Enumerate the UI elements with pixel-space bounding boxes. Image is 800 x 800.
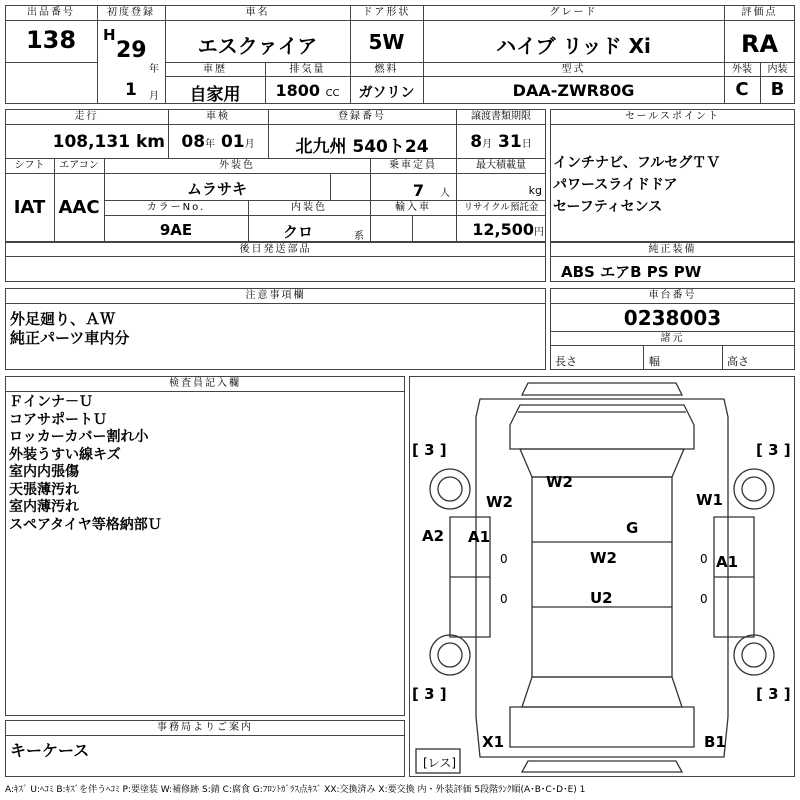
first-reg-year: 29 xyxy=(116,38,147,63)
rating: RA xyxy=(740,30,779,58)
recycle-unit: 円 xyxy=(534,227,544,238)
capacity-unit: 人 xyxy=(440,188,450,199)
tire-front-right-shape xyxy=(734,469,774,509)
tire-rl-label: [ 3 ] xyxy=(412,685,447,703)
recycle xyxy=(456,220,544,239)
spare-label: [レス] xyxy=(423,756,457,770)
office-label: 事務局よりご案内 xyxy=(157,722,253,733)
car-name: エスクァイア xyxy=(197,34,318,58)
transfer-deadline xyxy=(456,132,546,152)
plate: 北九州 540ト24 xyxy=(295,137,429,157)
insp-month-unit: 月 xyxy=(244,139,255,150)
right-front-damage: W1 xyxy=(696,491,723,509)
car-diagram-svg xyxy=(410,377,794,776)
history: 自家用 xyxy=(189,85,241,105)
mileage xyxy=(5,132,165,152)
length-label: 長さ xyxy=(555,355,577,368)
left-front-damage: W2 xyxy=(486,493,513,511)
model: DAA-ZWR80G xyxy=(512,81,635,100)
import-label: 輸入車 xyxy=(395,202,431,213)
insp-year-unit: 年 xyxy=(205,139,216,150)
body-outline xyxy=(476,399,728,757)
rear-bumper xyxy=(522,761,682,772)
rear-right-b1: B1 xyxy=(704,733,726,751)
history-label: 車歴 xyxy=(203,64,227,75)
specs-v-7 xyxy=(330,173,331,200)
sales-point-2: パワースライドドア xyxy=(553,177,678,193)
v-div-1 xyxy=(97,5,98,104)
right-door-a1: A1 xyxy=(716,553,739,571)
year-unit: 年 xyxy=(149,64,159,75)
recycle-label: リサイクル預託金 xyxy=(463,202,539,213)
inspector-line: 室内内張傷 xyxy=(9,464,79,480)
equipment-label: 純正装備 xyxy=(648,244,697,255)
floor-u2: U2 xyxy=(590,589,613,607)
transfer-day: 31 xyxy=(498,132,522,152)
displacement-unit: CC xyxy=(325,88,340,99)
office-value: キーケース xyxy=(10,741,90,760)
transfer-label: 譲渡書類期限 xyxy=(471,111,531,122)
tire-front-left-shape xyxy=(430,469,470,509)
note-2: 純正パーツ車内分 xyxy=(10,329,130,347)
mileage-value: 108,131 xyxy=(52,132,131,152)
trunk xyxy=(510,707,694,747)
left-door-a1: A1 xyxy=(468,528,491,546)
office-cap-line xyxy=(5,735,405,736)
sales-point-1: インチナビ、フルセグＴＶ xyxy=(553,155,721,171)
int-color-unit: 系 xyxy=(354,231,364,242)
chassis-label: 車台番号 xyxy=(648,290,697,301)
specs-v-11 xyxy=(412,215,413,242)
specs-cap-line-2 xyxy=(5,173,546,174)
chassis-spec-line xyxy=(550,345,795,346)
later-parts-cap-line xyxy=(5,256,546,257)
notes-cap-line xyxy=(5,303,546,304)
grade: ハイブ リッド Xi xyxy=(496,34,651,58)
recycle-value: 12,500 xyxy=(472,220,534,239)
capacity-label: 乗車定員 xyxy=(389,160,437,171)
capacity-value: 7 xyxy=(412,181,424,200)
windshield xyxy=(520,449,684,477)
inspector-line: スペアタイヤ等格納部Ｕ xyxy=(9,516,162,533)
mileage-label: 走行 xyxy=(74,111,99,122)
interior-label: 内装 xyxy=(767,64,788,75)
sales-point-3: セーフティセンス xyxy=(553,199,663,215)
inspection xyxy=(168,132,268,152)
width-label: 幅 xyxy=(649,355,660,368)
exterior-label: 外装 xyxy=(732,64,752,75)
ext-color: ムラサキ xyxy=(186,180,247,198)
fuel-label: 燃料 xyxy=(374,64,399,75)
max-load-label: 最大積載量 xyxy=(476,160,526,171)
inspector-line: 天張薄汚れ xyxy=(9,481,79,498)
specs-cap-line-3 xyxy=(104,215,546,216)
header-caption-line xyxy=(5,20,795,21)
chassis-v-1 xyxy=(643,345,644,370)
tire-fl-label: [ 3 ] xyxy=(412,441,447,459)
displacement-label: 排気量 xyxy=(289,64,326,75)
specs-cap-line-1 xyxy=(5,124,546,125)
interior-grade: B xyxy=(770,79,785,100)
tire-fr-label: [ 3 ] xyxy=(756,441,791,459)
first-reg-month: 1 xyxy=(125,80,137,100)
lot-number-label: 出品番号 xyxy=(27,7,75,18)
door-type: 5W xyxy=(368,30,405,54)
insp-month: 01 xyxy=(220,132,245,152)
int-color: クロ xyxy=(282,223,313,241)
roof-damage: W2 xyxy=(546,473,573,491)
shift-label: シフト xyxy=(14,160,45,171)
lot-split-line xyxy=(5,62,97,63)
shift: IAT xyxy=(13,197,46,218)
chassis-cap-line xyxy=(550,303,795,304)
rear-left-x1: X1 xyxy=(482,733,505,751)
zero-mark: 0 xyxy=(500,552,508,566)
inspector-line: Ｆインナ－Ｕ xyxy=(9,394,93,410)
chassis-number: 0238003 xyxy=(623,306,722,330)
zero-mark: 0 xyxy=(700,592,708,606)
sales-points-label: セールスポイント xyxy=(624,111,721,122)
spec-label: 諸元 xyxy=(660,333,685,344)
inspector-label: 検査員記入欄 xyxy=(169,378,241,389)
height-label: 高さ xyxy=(727,355,749,368)
front-bumper xyxy=(522,383,682,395)
zero-mark: 0 xyxy=(500,592,508,606)
transfer-month-unit: 月 xyxy=(482,139,493,150)
glass-damage: G xyxy=(626,519,639,537)
floor-w2: W2 xyxy=(590,549,617,567)
inspection-label: 車検 xyxy=(206,111,230,122)
tire-rear-right-shape xyxy=(734,635,774,675)
car-name-label: 車名 xyxy=(245,7,270,18)
ac-label: エアコン xyxy=(59,160,99,171)
exterior-grade: C xyxy=(735,79,749,100)
transfer-month: 8 xyxy=(470,132,483,152)
color-no: 9AE xyxy=(159,221,193,239)
inspector-line: 外装うすい線キズ xyxy=(9,446,121,463)
insp-year: 08 xyxy=(181,132,206,152)
model-label: 型式 xyxy=(561,64,586,75)
inspector-cap-line xyxy=(5,391,405,392)
inspector-line: コアサポートＵ xyxy=(9,411,107,428)
rear-glass xyxy=(522,677,682,707)
transfer-day-unit: 日 xyxy=(521,139,532,150)
inspector-notes xyxy=(9,394,162,534)
later-parts-label: 後日発送部品 xyxy=(239,244,312,255)
ext-color-label: 外装色 xyxy=(219,160,255,171)
equipment-value: ABS エアB PS PW xyxy=(561,263,702,281)
door-label: ドア形状 xyxy=(362,7,411,18)
tire-rear-left-shape xyxy=(430,635,470,675)
ac: AAC xyxy=(58,197,100,218)
inspector-line: 室内薄汚れ xyxy=(9,499,79,515)
legend: A:ｷｽﾞ U:ﾍｺﾐ B:ｷｽﾞを伴うﾍｺﾐ P:要塗装 W:補修跡 S:錆 C:腐食 G:ﾌﾛﾝﾄｶﾞﾗｽ点ｷｽﾞ XX:交換済み X:要交換 内・外装評価 5段階ﾗﾝｸ順(A･B･C･D･E) 1 xyxy=(5,785,586,795)
int-color-label: 内装色 xyxy=(291,202,327,213)
chassis-v-2 xyxy=(722,345,723,370)
max-load-unit: kg xyxy=(528,184,542,197)
equipment-cap-line xyxy=(550,256,795,257)
cabin xyxy=(532,477,672,677)
note-1: 外足廻り、ＡＷ xyxy=(10,310,116,328)
notes-label: 注意事項欄 xyxy=(245,290,306,301)
left-side-a2: A2 xyxy=(422,527,445,545)
era: H xyxy=(103,26,116,44)
first-reg-label: 初度登録 xyxy=(107,7,155,18)
displacement-value: 1800 xyxy=(275,81,320,100)
capacity xyxy=(370,178,450,201)
zero-mark: 0 xyxy=(700,552,708,566)
sales-points-cap-line xyxy=(550,124,795,125)
grade-label: グレード xyxy=(549,7,598,18)
color-no-label: カラーNo. xyxy=(146,202,206,213)
fuel: ガソリン xyxy=(358,85,415,101)
plate-label: 登録番号 xyxy=(338,111,386,122)
lot-number: 138 xyxy=(25,26,77,54)
mileage-unit: km xyxy=(135,132,165,152)
rating-label: 評価点 xyxy=(741,7,778,18)
displacement xyxy=(265,81,350,100)
month-unit: 月 xyxy=(149,91,159,102)
tire-rr-label: [ 3 ] xyxy=(756,685,791,703)
inspector-line: ロッカーカバー割れ小 xyxy=(9,429,149,445)
header-row2-caption-line xyxy=(165,76,795,77)
damage-diagram xyxy=(409,376,795,777)
